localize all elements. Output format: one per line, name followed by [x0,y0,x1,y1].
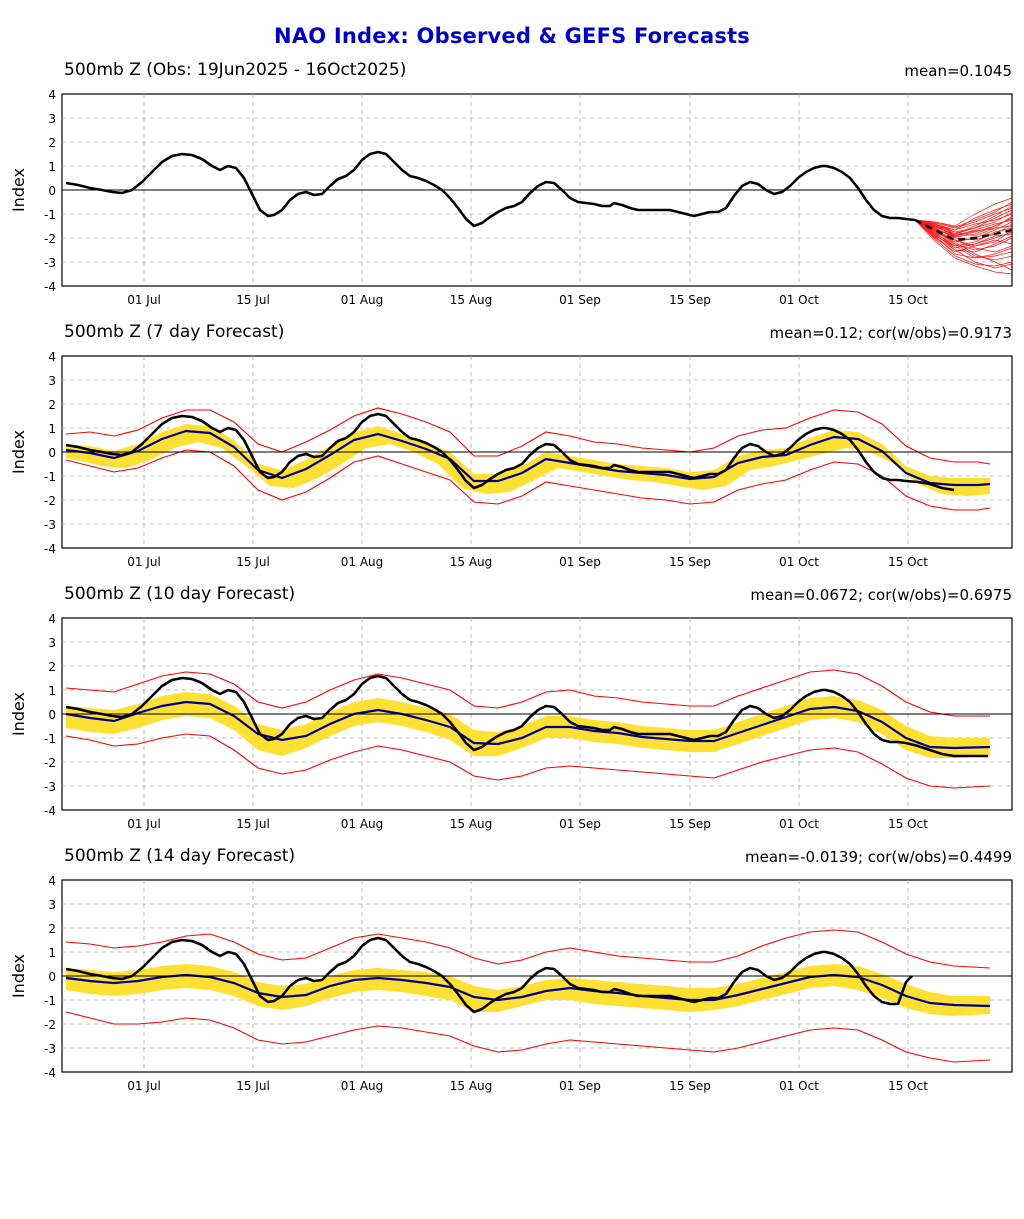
panel-header [0,584,1024,610]
svg-text:1: 1 [48,422,56,436]
svg-text:01 Jul: 01 Jul [127,1079,161,1093]
y-axis-label: Index [9,953,28,999]
y-tick-labels [44,350,56,556]
svg-text:15 Aug: 15 Aug [449,1079,493,1093]
x-tick-labels [127,817,928,831]
svg-text:-1: -1 [44,470,56,484]
y-tick-labels [44,88,56,294]
svg-text:3: 3 [48,636,56,650]
x-tick-labels [127,1079,928,1093]
svg-text:0: 0 [48,184,56,198]
svg-text:15 Sep: 15 Sep [669,555,711,569]
y-tick-labels [44,874,56,1080]
svg-text:-3: -3 [44,1042,56,1056]
y-axis-label: Index [9,429,28,475]
svg-text:-2: -2 [44,232,56,246]
svg-text:4: 4 [48,350,56,364]
svg-text:01 Aug: 01 Aug [340,555,384,569]
svg-text:-2: -2 [44,494,56,508]
svg-text:4: 4 [48,612,56,626]
panel-stat: mean=0.1045 [904,62,1012,80]
svg-text:01 Sep: 01 Sep [559,555,601,569]
svg-text:01 Jul: 01 Jul [127,555,161,569]
svg-text:-2: -2 [44,1018,56,1032]
plot-area-fcst07 [0,348,1024,584]
svg-text:01 Jul: 01 Jul [127,293,161,307]
panel-stat: mean=0.12; cor(w/obs)=0.9173 [769,324,1012,342]
plot-area-fcst14 [0,872,1024,1108]
panel-title: 500mb Z (14 day Forecast) [64,846,296,866]
svg-text:15 Oct: 15 Oct [888,817,928,831]
svg-text:01 Sep: 01 Sep [559,1079,601,1093]
svg-text:3: 3 [48,112,56,126]
svg-text:2: 2 [48,136,56,150]
y-tick-labels [44,612,56,818]
chart-svg-fcst10 [0,610,1024,846]
svg-text:4: 4 [48,88,56,102]
svg-text:15 Oct: 15 Oct [888,293,928,307]
svg-text:-3: -3 [44,780,56,794]
panel-header [0,60,1024,86]
svg-text:01 Aug: 01 Aug [340,293,384,307]
panel-fcst10 [0,584,1024,846]
svg-text:-4: -4 [44,1066,56,1080]
svg-text:15 Aug: 15 Aug [449,817,493,831]
panel-title: 500mb Z (Obs: 19Jun2025 - 16Oct2025) [64,60,407,80]
svg-text:1: 1 [48,684,56,698]
svg-text:0: 0 [48,708,56,722]
svg-text:01 Oct: 01 Oct [779,555,819,569]
y-axis-label: Index [9,167,28,213]
plot-area-fcst10 [0,610,1024,846]
svg-text:01 Oct: 01 Oct [779,1079,819,1093]
svg-text:3: 3 [48,898,56,912]
panel-stat: mean=-0.0139; cor(w/obs)=0.4499 [744,848,1012,866]
page-title: NAO Index: Observed & GEFS Forecasts [274,24,750,48]
svg-text:2: 2 [48,398,56,412]
x-tick-labels [127,555,928,569]
svg-text:15 Sep: 15 Sep [669,1079,711,1093]
plot-area-observed [0,86,1024,322]
svg-text:2: 2 [48,922,56,936]
svg-text:-3: -3 [44,256,56,270]
svg-text:1: 1 [48,160,56,174]
svg-text:15 Jul: 15 Jul [236,555,270,569]
svg-text:01 Oct: 01 Oct [779,817,819,831]
svg-text:01 Sep: 01 Sep [559,293,601,307]
svg-text:01 Jul: 01 Jul [127,817,161,831]
svg-text:01 Aug: 01 Aug [340,817,384,831]
svg-text:-4: -4 [44,542,56,556]
panel-observed [0,60,1024,322]
chart-svg-fcst07 [0,348,1024,584]
svg-text:-4: -4 [44,804,56,818]
y-axis-label: Index [9,691,28,737]
svg-text:15 Oct: 15 Oct [888,1079,928,1093]
panel-fcst14 [0,846,1024,1108]
svg-text:15 Jul: 15 Jul [236,817,270,831]
svg-text:4: 4 [48,874,56,888]
svg-text:-1: -1 [44,732,56,746]
svg-text:15 Jul: 15 Jul [236,1079,270,1093]
panel-fcst07 [0,322,1024,584]
svg-text:01 Oct: 01 Oct [779,293,819,307]
panel-stat: mean=0.0672; cor(w/obs)=0.6975 [750,586,1012,604]
svg-text:0: 0 [48,970,56,984]
svg-text:1: 1 [48,946,56,960]
panel-title: 500mb Z (7 day Forecast) [64,322,285,342]
svg-text:15 Oct: 15 Oct [888,555,928,569]
svg-text:15 Sep: 15 Sep [669,293,711,307]
svg-text:15 Sep: 15 Sep [669,817,711,831]
panel-header [0,846,1024,872]
svg-text:2: 2 [48,660,56,674]
svg-text:15 Aug: 15 Aug [449,555,493,569]
svg-text:-4: -4 [44,280,56,294]
chart-svg-observed [0,86,1024,322]
panel-header [0,322,1024,348]
svg-text:15 Aug: 15 Aug [449,293,493,307]
svg-text:-2: -2 [44,756,56,770]
svg-text:-1: -1 [44,208,56,222]
svg-text:15 Jul: 15 Jul [236,293,270,307]
svg-text:3: 3 [48,374,56,388]
svg-text:-1: -1 [44,994,56,1008]
panel-title: 500mb Z (10 day Forecast) [64,584,296,604]
svg-text:01 Aug: 01 Aug [340,1079,384,1093]
svg-text:01 Sep: 01 Sep [559,817,601,831]
chart-svg-fcst14 [0,872,1024,1108]
svg-text:0: 0 [48,446,56,460]
x-tick-labels [127,293,928,307]
svg-text:-3: -3 [44,518,56,532]
